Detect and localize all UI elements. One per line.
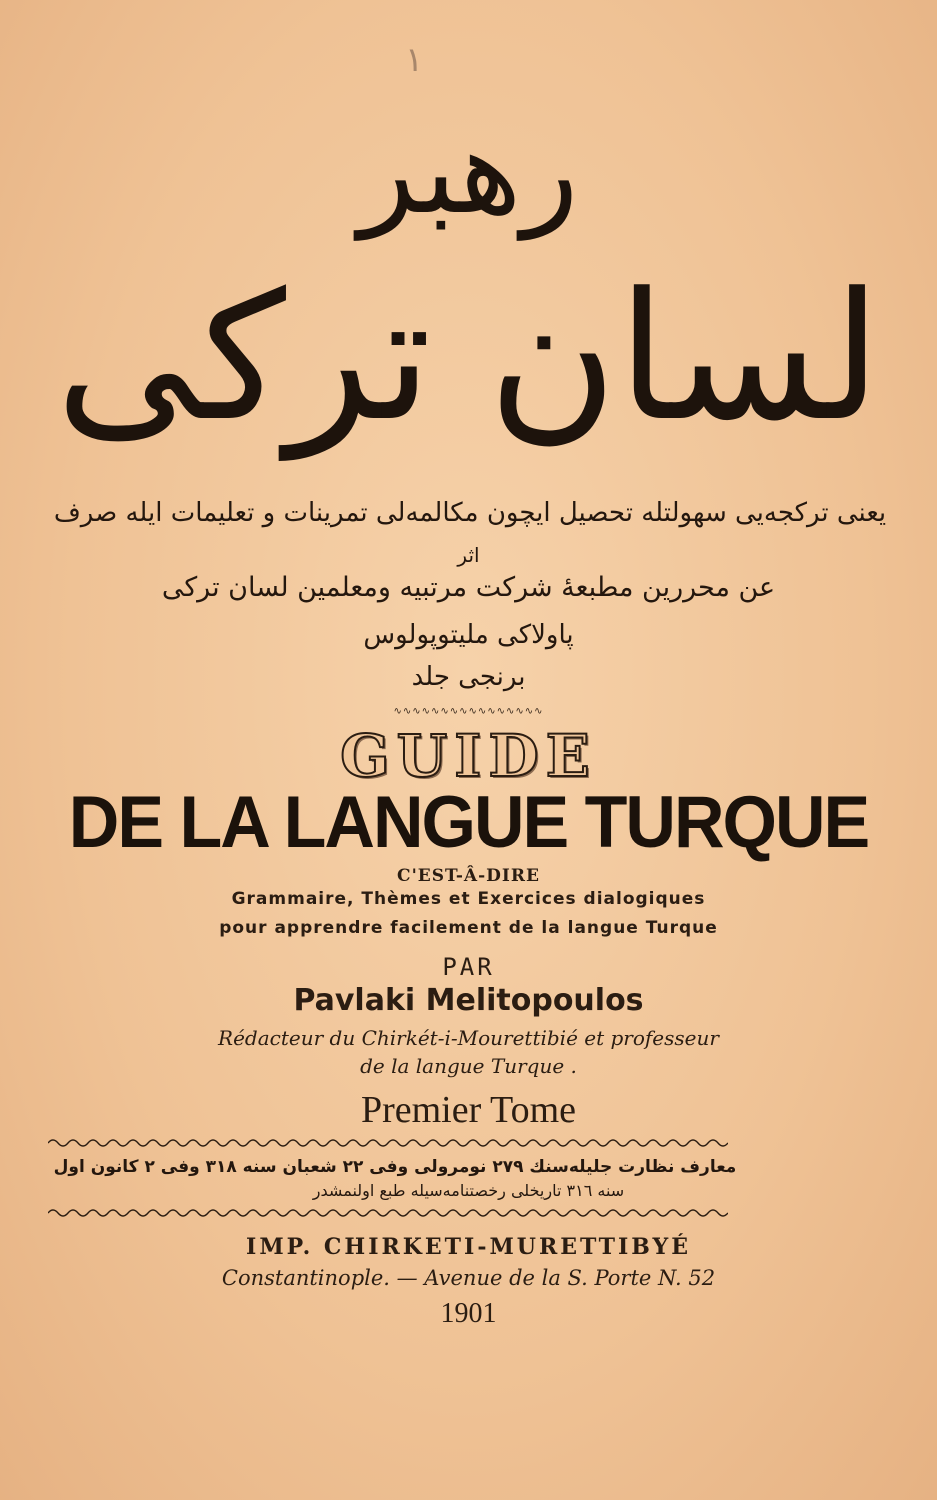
ottoman-title-rehber: رهبر: [358, 102, 579, 240]
page-number: ١: [405, 40, 424, 80]
ottoman-author-name: پاولاکی ملیتوپولوس: [363, 620, 574, 650]
publication-year: 1901: [440, 1298, 497, 1329]
ottoman-title-lisan-turki: لسان ترکی: [55, 255, 882, 460]
subtitle-line-2: pour apprendre facilement de la langue Turque: [219, 918, 718, 938]
volume-label: Premier Tome: [360, 1089, 577, 1131]
author-description-1: Rédacteur du Chirkét-i-Mourettibié et professeur: [218, 1026, 719, 1050]
subtitle-line-1: Grammaire, Thèmes et Exercices dialogiques: [231, 889, 706, 909]
ornament-divider: ∿∿∿∿∿∿∿∿∿∿∿∿∿∿∿∿: [393, 706, 544, 717]
ottoman-volume: برنجی جلد: [411, 662, 526, 692]
ottoman-author-description: عن محررین مطبعهٔ شرکت مرتبیه ومعلمین لسان ترکی: [161, 572, 776, 603]
imprint: IMP. CHIRKETI-MURETTIBYÉ: [246, 1234, 691, 1260]
author-name: Pavlaki Melitopoulos: [293, 983, 644, 1018]
title-main: DE LA LANGUE TURQUE: [68, 781, 869, 863]
author-description-2: de la langue Turque .: [360, 1054, 577, 1078]
permission-line-1: معارف نظارت جلیله‌سنك ۲۷۹ نومرولی وفی ۲۲ شعبان سنه ۳۱۸ وفی ۲ کانون اول: [53, 1157, 737, 1177]
ottoman-eser: اثر: [457, 543, 480, 567]
wavy-rule-top: [48, 1137, 728, 1149]
cest-a-dire: C'EST-Â-DIRE: [397, 866, 540, 886]
wavy-rule-bottom: [48, 1207, 728, 1219]
permission-line-2: سنه ۳۱٦ تاریخلی رخصتنامه‌سیله طبع اولنمشدر: [312, 1181, 625, 1200]
title-guide: GUIDE: [340, 722, 597, 790]
ottoman-subtitle: یعنی ترکجه‌یی سهولتله تحصیل ایچون مکالمه‌لی تمرینات و تعلیمات ایله صرف: [53, 498, 887, 528]
imprint-address: Constantinople. — Avenue de la S. Porte N. 52: [221, 1266, 716, 1290]
par-label: PAR: [442, 953, 495, 981]
